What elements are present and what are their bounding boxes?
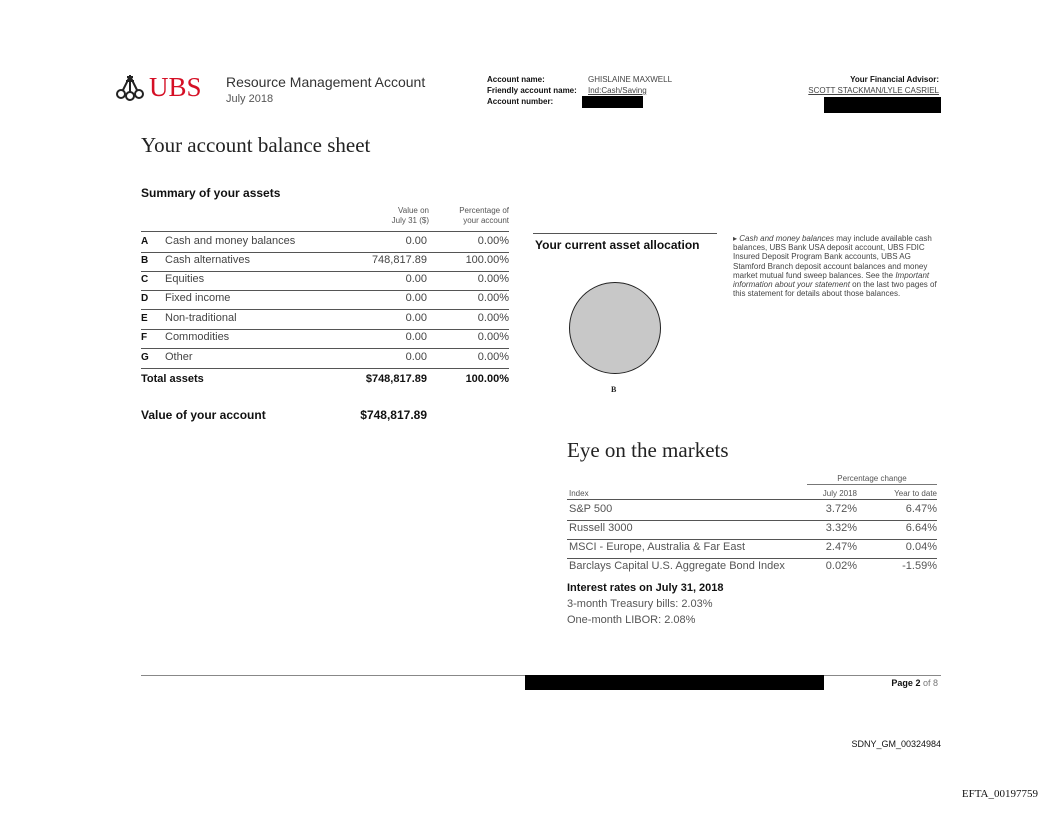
page-word: Page (891, 678, 913, 688)
asset-letter: D (141, 293, 149, 304)
redaction-footer (525, 675, 824, 690)
asset-value: 0.00 (405, 351, 427, 363)
allocation-rule (533, 233, 717, 234)
market-month: 3.32% (825, 522, 857, 534)
advisor-name: SCOTT STACKMAN/LYLE CASRIEL (808, 86, 939, 95)
asset-pct: 0.00% (477, 312, 509, 324)
bates-number-1: SDNY_GM_00324984 (851, 739, 941, 749)
market-index: Russell 3000 (569, 522, 633, 534)
ubs-keys-icon (113, 72, 147, 102)
asset-value: 0.00 (405, 292, 427, 304)
asset-pct: 0.00% (477, 331, 509, 343)
market-ytd: -1.59% (902, 560, 937, 572)
asset-row (141, 233, 509, 253)
asset-name: Other (165, 351, 193, 363)
col-value-line2: July 31 ($) (391, 216, 429, 225)
market-month: 3.72% (825, 503, 857, 515)
markets-header-rule (567, 499, 937, 500)
libor-rate: One-month LIBOR: 2.08% (567, 614, 696, 626)
asset-row (141, 252, 509, 272)
asset-value: 748,817.89 (371, 254, 427, 266)
account-value-label: Value of your account (141, 408, 266, 422)
friendly-name-label: Friendly account name: (487, 86, 577, 95)
col-pct-line1: Percentage of (459, 206, 509, 215)
summary-title: Summary of your assets (141, 186, 281, 200)
asset-pct: 0.00% (477, 273, 509, 285)
market-index: MSCI - Europe, Australia & Far East (569, 541, 746, 553)
markets-col-month: July 2018 (822, 489, 857, 498)
page-of: of 8 (922, 678, 938, 688)
asset-name: Fixed income (165, 292, 231, 304)
market-ytd: 6.64% (905, 522, 937, 534)
col-pct-header (430, 206, 509, 226)
summary-header-rule (141, 231, 509, 232)
markets-group-rule (807, 484, 937, 485)
asset-row (141, 310, 509, 330)
asset-pct: 0.00% (477, 351, 509, 363)
friendly-name: Ind:Cash/Saving (588, 86, 647, 95)
col-pct-line2: your account (463, 216, 509, 225)
asset-value: 0.00 (405, 331, 427, 343)
asset-row (141, 349, 509, 369)
note-text-1: may include available cash balances, UBS Bank USA deposit account, UBS FDIC Insured Deposit Program Bank accounts, UBS AG Stamford Branch deposit account balances and money market mutual fund sweep balances. See the (733, 234, 932, 280)
market-row (567, 520, 937, 540)
asset-pct: 0.00% (477, 292, 509, 304)
market-ytd: 0.04% (905, 541, 937, 553)
allocation-pie (568, 281, 662, 375)
asset-name: Non-traditional (165, 312, 237, 324)
market-ytd: 6.47% (905, 503, 937, 515)
account-name: GHISLAINE MAXWELL (588, 75, 673, 84)
markets-title: Eye on the markets (567, 438, 729, 462)
account-value: $748,817.89 (360, 408, 427, 422)
asset-row (141, 271, 509, 291)
redaction-advisor (824, 97, 941, 113)
total-assets-pct: 100.00% (465, 373, 509, 385)
market-month: 2.47% (825, 541, 857, 553)
logo-text: UBS (149, 72, 202, 102)
asset-pct: 0.00% (477, 235, 509, 247)
account-type: Resource Management Account (226, 74, 426, 90)
markets-col-ytd: Year to date (894, 489, 937, 498)
market-index: Barclays Capital U.S. Aggregate Bond Index (569, 560, 785, 572)
statement-period: July 2018 (226, 93, 274, 105)
asset-letter: G (141, 352, 149, 363)
asset-row (141, 329, 509, 349)
markets-group-header: Percentage change (837, 474, 907, 483)
treasury-rate: 3-month Treasury bills: 2.03% (567, 598, 713, 610)
market-index: S&P 500 (569, 503, 613, 515)
asset-name: Commodities (165, 331, 230, 343)
markets-col-index: Index (569, 489, 589, 498)
cash-balances-note (733, 234, 945, 298)
market-month: 0.02% (825, 560, 857, 572)
page-title: Your account balance sheet (141, 133, 371, 157)
asset-letter: F (141, 332, 148, 343)
asset-value: 0.00 (405, 312, 427, 324)
bates-number-2: EFTA_00197759 (961, 788, 1038, 800)
asset-name: Equities (165, 273, 205, 285)
asset-letter: A (141, 236, 149, 247)
col-value-line1: Value on (398, 206, 429, 215)
page-number (891, 678, 938, 688)
asset-letter: B (141, 255, 149, 266)
pie-slice-b (570, 283, 661, 374)
interest-rates-title: Interest rates on July 31, 2018 (567, 582, 724, 594)
asset-name: Cash alternatives (165, 254, 250, 266)
advisor-label: Your Financial Advisor: (850, 75, 939, 84)
market-row (567, 558, 937, 577)
note-text-2: on the last two pages of this statement for details about those balances. (733, 280, 937, 299)
asset-letter: C (141, 274, 149, 285)
asset-name: Cash and money balances (165, 235, 296, 247)
page-num: 2 (915, 678, 921, 688)
note-bullet: ▸ (733, 234, 738, 243)
note-emph: Important information about your statement (733, 270, 930, 290)
asset-pct: 100.00% (465, 254, 509, 266)
total-assets-label: Total assets (141, 373, 204, 385)
ubs-logo (113, 72, 203, 104)
asset-value: 0.00 (405, 273, 427, 285)
market-row (567, 539, 937, 559)
col-value-header (349, 206, 429, 226)
market-row (567, 501, 937, 521)
allocation-title: Your current asset allocation (535, 238, 700, 252)
asset-row (141, 290, 509, 310)
account-number-label: Account number: (487, 97, 554, 106)
total-assets-value: $748,817.89 (365, 373, 427, 385)
note-lead: Cash and money balances (739, 234, 834, 243)
pie-label: B (611, 385, 617, 394)
asset-value: 0.00 (405, 235, 427, 247)
redaction-account-number (582, 96, 643, 108)
asset-letter: E (141, 313, 148, 324)
account-name-label: Account name: (487, 75, 545, 84)
